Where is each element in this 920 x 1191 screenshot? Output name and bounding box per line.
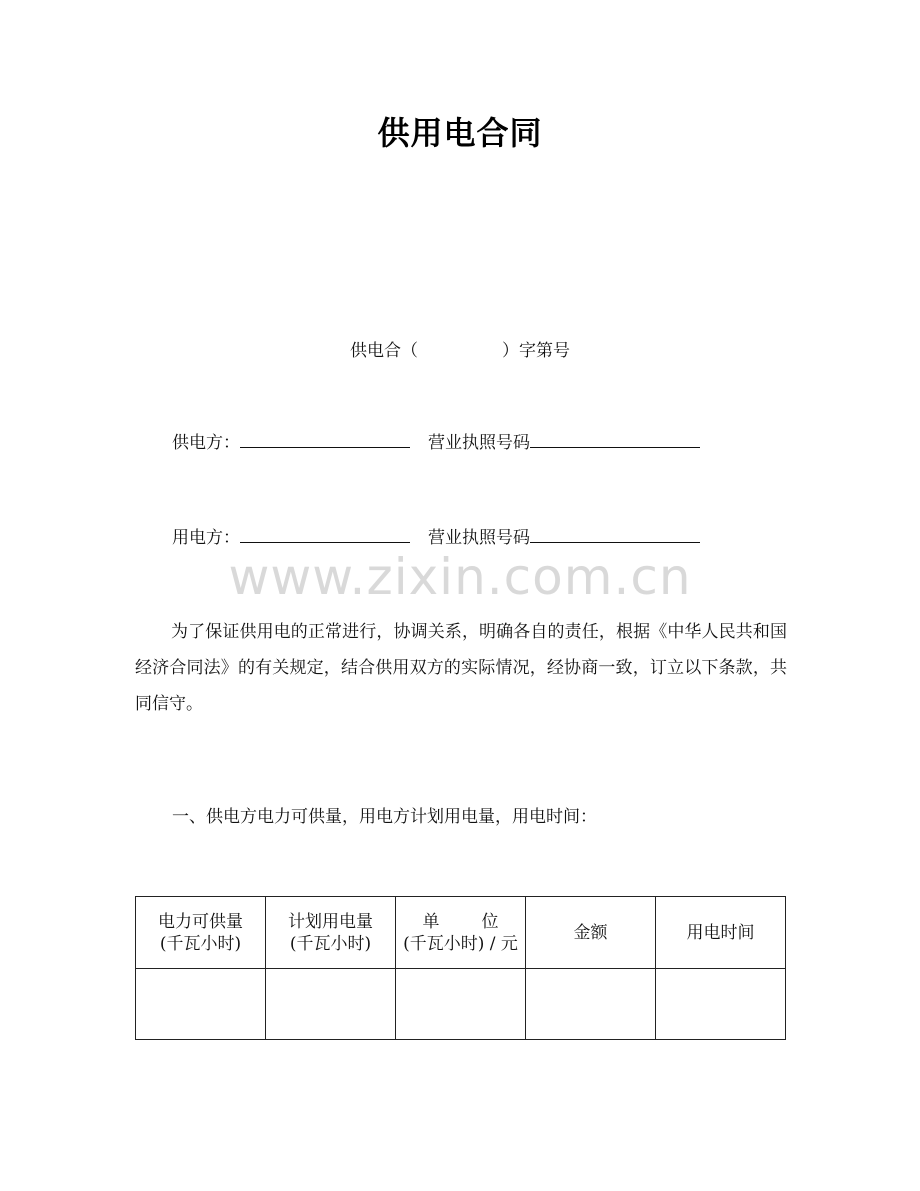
table-row xyxy=(136,969,786,1040)
header-amount: 金额 xyxy=(526,897,656,969)
header-usage-time: 用电时间 xyxy=(656,897,786,969)
header-supply-capacity: 电力可供量 (千瓦小时) xyxy=(136,897,266,969)
section-1-heading: 一、供电方电力可供量，用电方计划用电量，用电时间： xyxy=(172,807,597,827)
contract-number-suffix: ）字第号 xyxy=(502,341,570,361)
consumer-name-blank xyxy=(240,525,410,543)
header-unit-price: 单 位 (千瓦小时) / 元 xyxy=(396,897,526,969)
table-header-row xyxy=(136,897,786,969)
supply-table xyxy=(135,896,786,1040)
supplier-name-blank xyxy=(240,430,410,448)
consumer-label: 用电方： xyxy=(172,528,240,548)
intro-paragraph: 为了保证供用电的正常进行，协调关系，明确各自的责任，根据《中华人民共和国经济合同法》的有关规定，结合供用双方的实际情况，经协商一致，订立以下条款，共同信守。 xyxy=(135,622,787,714)
supplier-label: 供电方： xyxy=(172,433,240,453)
document-title: 供用电合同 xyxy=(377,114,543,152)
consumer-license-label: 营业执照号码 xyxy=(428,528,530,548)
table-cell xyxy=(266,969,396,1040)
supplier-license-blank xyxy=(530,430,700,448)
contract-number xyxy=(0,336,920,361)
watermark: www.zixin.com.cn xyxy=(228,548,692,606)
contract-number-prefix: 供电合（ xyxy=(350,341,418,361)
consumer-line xyxy=(172,523,700,548)
header-planned-consumption: 计划用电量 (千瓦小时) xyxy=(266,897,396,969)
supplier-license-label: 营业执照号码 xyxy=(428,433,530,453)
table-cell xyxy=(526,969,656,1040)
supplier-line xyxy=(172,428,700,453)
table-cell xyxy=(136,969,266,1040)
table-cell xyxy=(396,969,526,1040)
consumer-license-blank xyxy=(530,525,700,543)
table-cell xyxy=(656,969,786,1040)
